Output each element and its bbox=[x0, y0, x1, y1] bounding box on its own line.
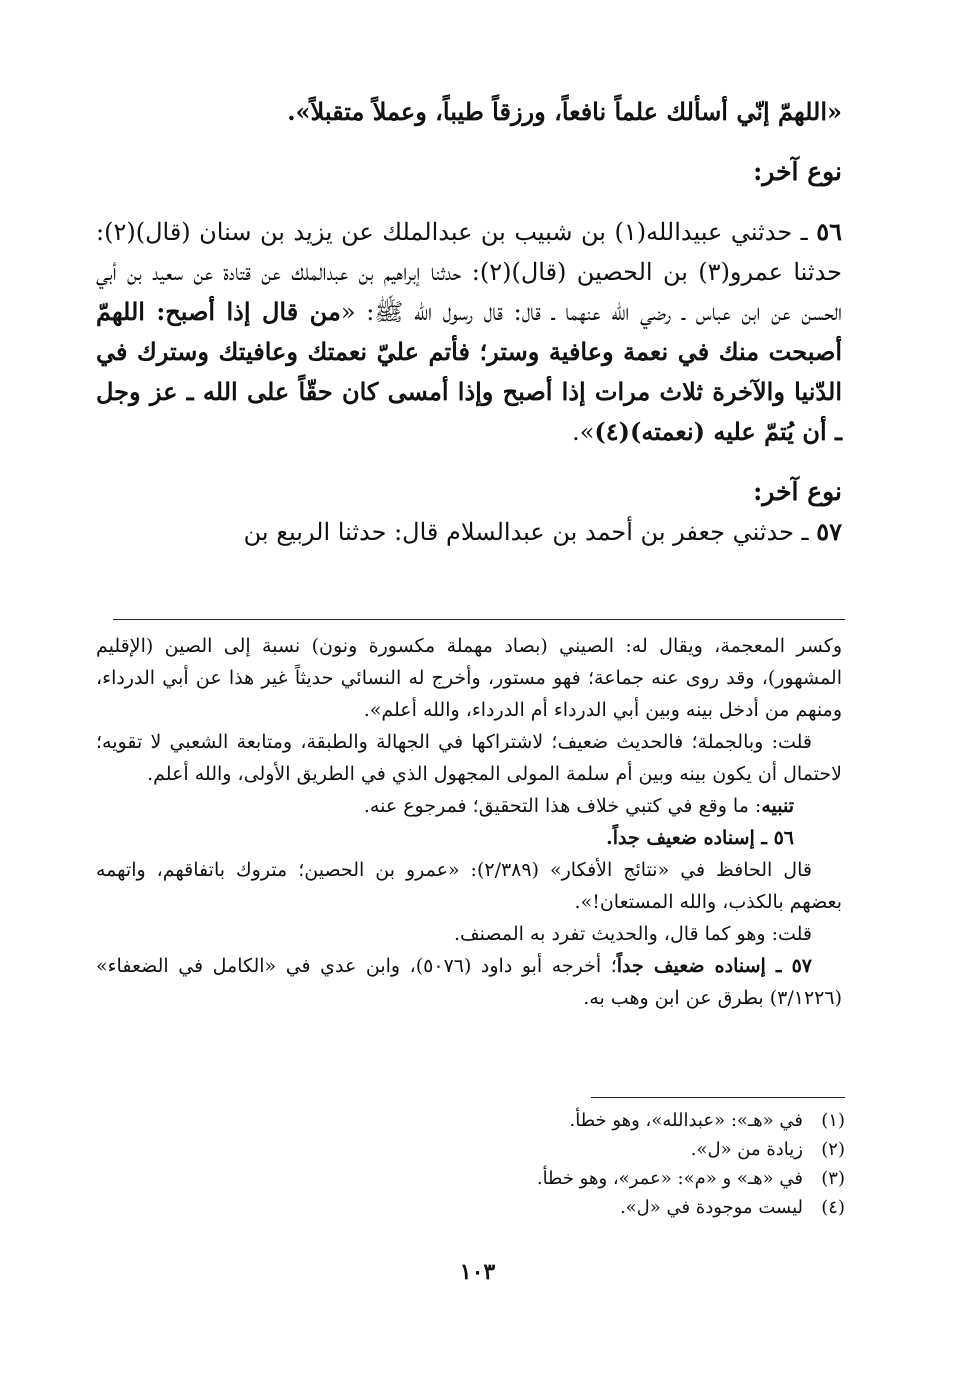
footnote-item bbox=[345, 1106, 845, 1135]
note-paragraph-3 bbox=[96, 790, 842, 822]
note-4-label: ٥٦ ـ إسناده ضعيف جداً. bbox=[606, 827, 794, 849]
note-paragraph-4 bbox=[96, 822, 842, 854]
hadith-57-chain: ـ حدثني جعفر بن أحمد بن عبدالسلام قال: حدثنا الربيع بن bbox=[243, 518, 817, 546]
footnotes bbox=[345, 1106, 845, 1222]
commentary-notes bbox=[96, 630, 842, 1014]
note-3-label: تنبيه bbox=[761, 795, 794, 817]
section-heading-2: نوع آخر: bbox=[753, 477, 842, 506]
hadith-56-end: ». bbox=[572, 418, 595, 446]
spacer bbox=[96, 132, 842, 152]
spacer bbox=[96, 452, 842, 472]
hadith-number-57: ٥٧ bbox=[816, 517, 842, 546]
note-3-text: : ما وقع في كتبي خلاف هذا التحقيق؛ فمرجوع عنه. bbox=[363, 795, 762, 817]
hadith-56-matn: من قال إذا أصبح: اللهمّ أصبحت منك في نعمة وعافية وستر؛ فأتم عليّ نعمتك وعافيتك وسترك في الدّنيا والآخرة ثلاث مرات إذا أصبح وإذا أمسى كان حقّاً على الله ـ عز وجل ـ أن يُتمّ عليه (نعمته)(٤) bbox=[96, 297, 842, 446]
footnote-number: (٤) bbox=[821, 1197, 845, 1218]
page-number: ١٠٣ bbox=[459, 1259, 496, 1285]
spacer bbox=[96, 192, 842, 212]
hadith-56-chain: ـ حدثني عبيدالله(١) بن شبيب بن عبدالملك عن يزيد بن سنان (قال)(٢): حدثنا عمرو(٣) بن الحصين (قال)(٢): حدثنا إبراهيم بن عبدالملك عن قتادة عن سعيد بن أبي الحسن عن ابن عباس ـ رضي الله عنهما ـ قال: قال رسول الله ﷺ: « bbox=[96, 218, 843, 326]
note-paragraph-2: قلت: وبالجملة؛ فالحديث ضعيف؛ لاشتراكها في الجهالة والطبقة، ومتابعة الشعبي لا تقويه؛ لاحتمال أن يكون بينه وبين أم سلمة المولى المجهول الذي في الطريق الأولى، والله أعلم. bbox=[96, 731, 842, 785]
footnote-text: في «هـ» و «م»: «عمر»، وهو خطأ. bbox=[536, 1168, 803, 1189]
note-7-label: ٥٧ ـ إسناده ضعيف جداً bbox=[616, 955, 812, 977]
notes-divider bbox=[113, 619, 845, 620]
note-paragraph-7 bbox=[96, 950, 842, 1014]
note-paragraph-6: قلت: وهو كما قال، والحديث تفرد به المصنف. bbox=[453, 923, 812, 945]
main-text bbox=[96, 92, 842, 552]
footnote-number: (١) bbox=[821, 1110, 845, 1131]
footnote-item bbox=[345, 1193, 845, 1222]
note-paragraph-1: وكسر المعجمة، ويقال له: الصيني (بصاد مهملة مكسورة ونون) نسبة إلى الصين (الإقليم المشهور)، وقد روى عنه جماعة؛ فهو مستور، وأخرج له النسائي حديثاً غير هذا عن أبي الدرداء، ومنهم من أدخل بينه وبين أبي الدرداء أم الدرداء، والله أعلم». bbox=[96, 635, 842, 721]
note-7-text: ؛ أخرجه أبو داود (٥٠٧٦)، وابن عدي في «الكامل في الضعفاء» (٣/١٢٢٦) بطرق عن ابن وهب به. bbox=[96, 955, 842, 1009]
footnotes-divider bbox=[591, 1097, 845, 1098]
hadith-number-56: ٥٦ bbox=[816, 217, 842, 246]
footnote-text: زيادة من «ل». bbox=[690, 1139, 803, 1160]
footnote-text: ليست موجودة في «ل». bbox=[619, 1197, 803, 1218]
note-paragraph-5: قال الحافظ في «نتائج الأفكار» (٢/٣٨٩): «عمرو بن الحصين؛ متروك باتفاقهم، واتهمه بعضهم بالكذب، والله المستعان!». bbox=[96, 859, 842, 913]
hadith-56 bbox=[96, 212, 842, 452]
footnote-number: (٣) bbox=[821, 1168, 845, 1189]
footnote-text: في «هـ»: «عبدالله»، وهو خطأ. bbox=[569, 1110, 803, 1131]
footnote-number: (٢) bbox=[821, 1139, 845, 1160]
dua-line: «اللهمّ إنّي أسألك علماً نافعاً، ورزقاً طيباً، وعملاً متقبلاً». bbox=[287, 97, 842, 126]
hadith-57 bbox=[96, 512, 842, 552]
footnote-item bbox=[345, 1135, 845, 1164]
section-heading-1: نوع آخر: bbox=[753, 157, 842, 186]
footnote-item bbox=[345, 1164, 845, 1193]
